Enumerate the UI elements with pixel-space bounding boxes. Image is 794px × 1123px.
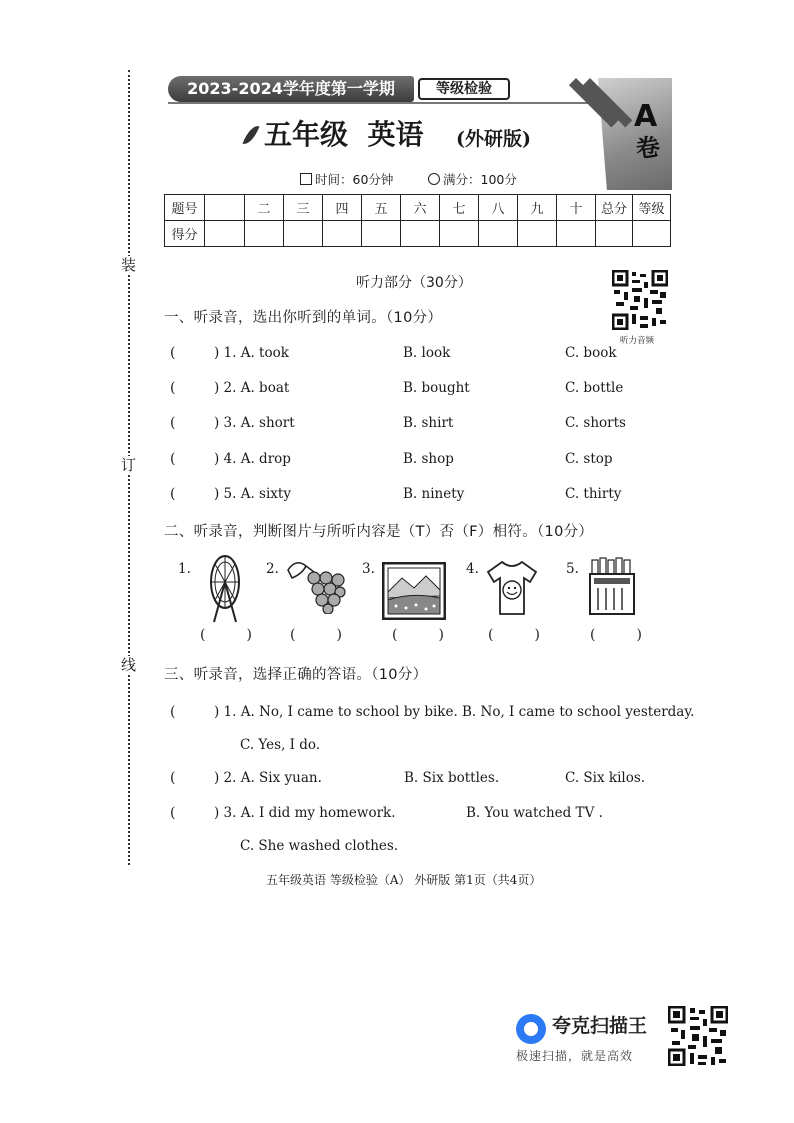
- option-b: B. bought: [403, 380, 470, 396]
- option-c: C. book: [565, 345, 617, 361]
- score-row-label: 得分: [165, 221, 205, 247]
- ferris-wheel-icon: [204, 554, 246, 624]
- watermark-subtitle: 极速扫描，就是高效: [516, 1049, 634, 1063]
- picture-number: 1.: [178, 561, 191, 577]
- option-a: ) 1. A. took: [214, 345, 289, 361]
- grapes-icon: [284, 556, 348, 614]
- score-table-score-row: [165, 221, 671, 247]
- answer-bracket[interactable]: ( ): [290, 627, 342, 643]
- option-c: C. Yes, I do.: [240, 737, 321, 753]
- picture-number: 5.: [566, 561, 579, 577]
- score-header-cell: 六: [401, 195, 440, 221]
- term-banner: 2023-2024学年度第一学期: [168, 76, 414, 102]
- answer-bracket-open: (: [170, 345, 176, 361]
- option-c: C. shorts: [565, 415, 626, 431]
- leaf-icon: [243, 123, 260, 147]
- option-a: ) 4. A. drop: [214, 451, 291, 467]
- part2-heading: 二、听录音，判断图片与所听内容是（T）否（F）相符。（10分）: [164, 524, 594, 540]
- crayons-box-icon: [588, 556, 636, 616]
- exam-time: [300, 172, 393, 188]
- answer-bracket-open: (: [170, 770, 176, 786]
- score-cell[interactable]: [518, 221, 557, 247]
- option-c: C. Six kilos.: [565, 770, 646, 786]
- score-cell[interactable]: [205, 221, 245, 247]
- option-a: ) 2. A. Six yuan.: [214, 770, 322, 786]
- score-table: [164, 194, 671, 247]
- score-header-cell: 九: [518, 195, 557, 221]
- score-cell[interactable]: [245, 221, 284, 247]
- option-a: ) 5. A. sixty: [214, 486, 291, 502]
- option-b: B. Six bottles.: [404, 770, 500, 786]
- score-header-cell: [205, 195, 245, 221]
- score-header-cell: 五: [362, 195, 401, 221]
- option-c: C. bottle: [565, 380, 624, 396]
- option-c: C. She washed clothes.: [240, 838, 399, 854]
- exam-time-text: 时间：60分钟: [315, 172, 394, 187]
- paper-version-letter: A: [634, 99, 658, 134]
- score-header-cell: 二: [245, 195, 284, 221]
- score-cell[interactable]: [633, 221, 671, 247]
- option-c: C. stop: [565, 451, 613, 467]
- qr-caption: 听力音频: [620, 336, 655, 346]
- option-a: ) 1. A. No, I came to school by bike.: [214, 704, 458, 720]
- option-b: B. shop: [403, 451, 454, 467]
- option-a: ) 3. A. short: [214, 415, 295, 431]
- answer-bracket-open: (: [170, 805, 176, 821]
- score-cell[interactable]: [557, 221, 596, 247]
- score-cell[interactable]: [440, 221, 479, 247]
- paper-version-word: 卷: [634, 132, 662, 164]
- part1-heading: 一、听录音，选出你听到的单词。（10分）: [164, 310, 443, 326]
- watermark-qr-code-icon[interactable]: [668, 1006, 728, 1066]
- page-footer: 五年级英语 等级检验（A） 外研版 第1页（共4页）: [266, 873, 542, 887]
- score-header-cell: 八: [479, 195, 518, 221]
- answer-bracket[interactable]: ( ): [392, 627, 444, 643]
- score-header-cell: 等级: [633, 195, 671, 221]
- binding-char-xian: 线: [121, 656, 137, 674]
- picture-number: 4.: [466, 561, 479, 577]
- score-header-cell: 总分: [596, 195, 633, 221]
- part3-heading: 三、听录音，选择正确的答语。（10分）: [164, 667, 428, 683]
- paper-version-corner: [598, 78, 672, 190]
- header-rule: [168, 102, 598, 104]
- great-wall-picture-icon: [382, 562, 446, 620]
- option-b: B. ninety: [403, 486, 465, 502]
- score-header-cell: 七: [440, 195, 479, 221]
- quark-scanner-logo-icon: [516, 1014, 546, 1044]
- score-cell[interactable]: [284, 221, 323, 247]
- picture-number: 3.: [362, 561, 375, 577]
- hourglass-icon: [300, 173, 312, 185]
- answer-bracket-open: (: [170, 415, 176, 431]
- option-b: B. shirt: [403, 415, 454, 431]
- answer-bracket-open: (: [170, 380, 176, 396]
- answer-bracket-open: (: [170, 486, 176, 502]
- exam-full-marks-text: 满分：100分: [443, 172, 517, 187]
- score-header-cell: 三: [284, 195, 323, 221]
- score-cell[interactable]: [596, 221, 633, 247]
- score-cell[interactable]: [401, 221, 440, 247]
- watermark-title: 夸克扫描王: [552, 1015, 648, 1037]
- option-b: B. look: [403, 345, 451, 361]
- answer-bracket-open: (: [170, 451, 176, 467]
- score-cell[interactable]: [479, 221, 518, 247]
- binding-char-ding: 订: [121, 456, 137, 474]
- option-b: B. You watched TV .: [466, 805, 603, 821]
- score-cell[interactable]: [323, 221, 362, 247]
- exam-edition: (外研版): [456, 128, 531, 150]
- audio-qr-code-icon[interactable]: [612, 270, 668, 330]
- option-c: C. thirty: [565, 486, 622, 502]
- level-badge: 等级检验: [418, 78, 510, 100]
- option-a: ) 2. A. boat: [214, 380, 290, 396]
- answer-bracket-open: (: [170, 704, 176, 720]
- option-a: ) 3. A. I did my homework.: [214, 805, 396, 821]
- option-b: B. No, I came to school yesterday.: [462, 704, 695, 720]
- check-circle-icon: [428, 173, 440, 185]
- score-header-cell: 题号: [165, 195, 205, 221]
- score-header-cell: 十: [557, 195, 596, 221]
- answer-bracket[interactable]: ( ): [590, 627, 642, 643]
- answer-bracket[interactable]: ( ): [488, 627, 540, 643]
- listening-section-label: 听力部分（30分）: [356, 275, 472, 291]
- exam-title: 五年级 英语: [264, 118, 424, 151]
- answer-bracket[interactable]: ( ): [200, 627, 252, 643]
- binding-char-zhuang: 装: [121, 256, 137, 274]
- picture-number: 2.: [266, 561, 279, 577]
- score-cell[interactable]: [362, 221, 401, 247]
- score-table-header-row: [165, 195, 671, 221]
- tshirt-icon: [486, 560, 538, 616]
- score-header-cell: 四: [323, 195, 362, 221]
- exam-full-marks: [428, 172, 517, 188]
